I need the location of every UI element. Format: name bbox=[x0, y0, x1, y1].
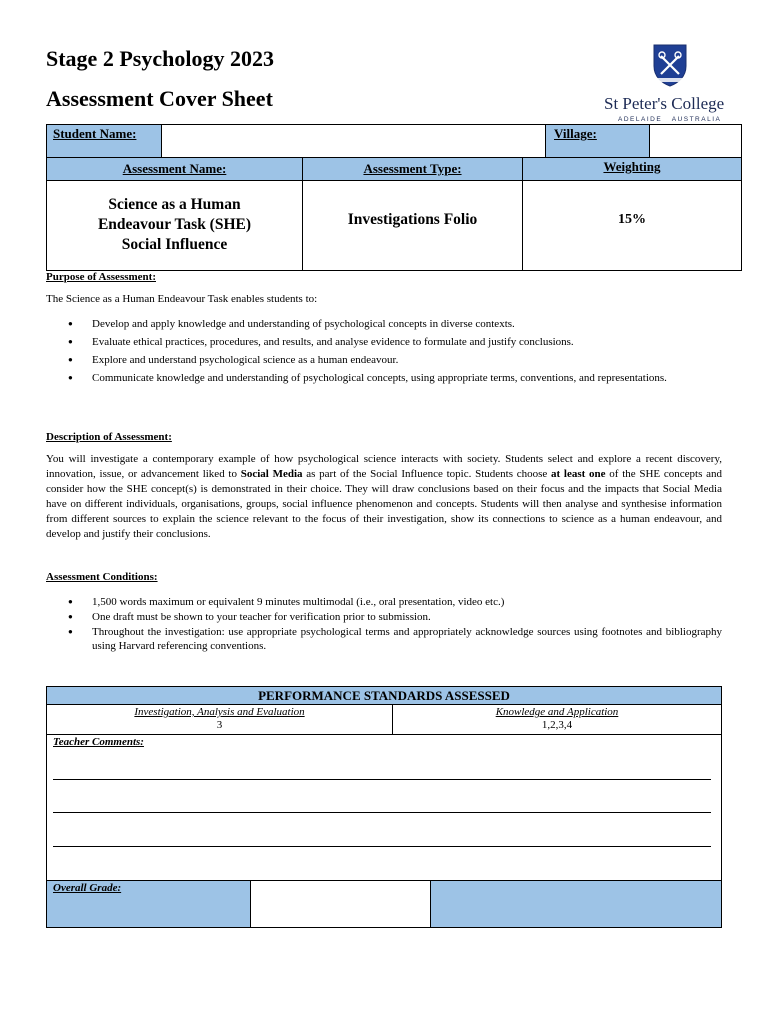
list-item: ● Develop and apply knowledge and understanding of psychological concepts in diverse contexts. bbox=[46, 317, 722, 331]
assessment-type-cell bbox=[302, 180, 523, 271]
teacher-comments-label: Teacher Comments: bbox=[53, 736, 144, 748]
purpose-intro: The Science as a Human Endeavour Task enables students to: bbox=[46, 293, 318, 305]
weighting-header bbox=[522, 157, 742, 181]
conditions-section bbox=[46, 571, 722, 657]
student-name-label: Student Name: bbox=[53, 126, 137, 141]
logo-name: St Peter's College bbox=[604, 94, 725, 113]
performance-col1-header: Investigation, Analysis and Evaluation bbox=[134, 706, 305, 718]
performance-col1 bbox=[46, 704, 393, 735]
list-item: ● Explore and understand psychological science as a human endeavour. bbox=[46, 353, 722, 367]
weighting-value: 15% bbox=[618, 212, 646, 227]
purpose-list bbox=[46, 317, 722, 385]
assessment-name-header-text: Assessment Name: bbox=[122, 161, 227, 176]
description-text: You will investigate a contemporary example of how psychological science interacts with society. Students select and explore a recent discovery, innovation, issue, or advancement liked to bbox=[46, 453, 722, 480]
assessment-name-cell bbox=[46, 180, 303, 271]
assessment-name-line3: Social Influence bbox=[121, 236, 228, 253]
teacher-comments-box[interactable] bbox=[46, 734, 722, 881]
village-label-cell bbox=[545, 124, 650, 158]
performance-col1-value: 3 bbox=[216, 719, 223, 731]
overall-grade-label-cell bbox=[46, 880, 251, 928]
weighting-header-text: Weighting bbox=[603, 159, 661, 174]
purpose-section bbox=[46, 271, 722, 389]
village-label: Village: bbox=[554, 126, 597, 141]
assessment-type-header-text: Assessment Type: bbox=[363, 161, 462, 176]
list-item: ● Communicate knowledge and understanding of psychological concepts, using appropriate terms, conventions, and representations. bbox=[46, 371, 722, 385]
logo-subtitle: ADELAIDE AUSTRALIA bbox=[618, 116, 722, 123]
student-name-label-cell bbox=[46, 124, 162, 158]
list-item: ● 1,500 words maximum or equivalent 9 minutes multimodal (i.e., oral presentation, video etc.) bbox=[46, 595, 722, 609]
assessment-name-line1: Science as a Human bbox=[108, 196, 241, 213]
list-item: ● Evaluate ethical practices, procedures, and results, and analyse evidence to formulate and justify conclusions. bbox=[46, 335, 722, 349]
description-heading: Description of Assessment: bbox=[46, 431, 172, 443]
performance-title: PERFORMANCE STANDARDS ASSESSED bbox=[46, 686, 722, 705]
performance-col2-value: 1,2,3,4 bbox=[541, 719, 573, 731]
weighting-cell bbox=[522, 180, 742, 271]
assessment-type-header bbox=[302, 157, 523, 181]
description-section bbox=[46, 431, 722, 542]
cover-table bbox=[46, 124, 742, 271]
comment-line bbox=[53, 846, 711, 847]
page-subtitle: Assessment Cover Sheet bbox=[46, 86, 273, 111]
description-emphasis: at least one bbox=[551, 468, 606, 480]
performance-table bbox=[46, 686, 722, 928]
performance-col2-header: Knowledge and Application bbox=[495, 706, 619, 718]
crest-icon bbox=[651, 42, 689, 88]
overall-grade-field[interactable] bbox=[250, 880, 431, 928]
description-text: of the SHE concepts and consider how the SHE concept(s) is demonstrated in their choice. They will draw conclusions based on their focus and the impacts that Social Media have on different individuals, organisations, groups, social influence phenomenon and concepts. Students will then analyse and synthesise information from different sources to explain the science relevant to the focus of their investigation, show its connections to science as a human endeavour, and develop and justify their conclusions. bbox=[46, 468, 722, 540]
comment-line bbox=[53, 779, 711, 780]
list-item: ● One draft must be shown to your teacher for verification prior to submission. bbox=[46, 610, 722, 624]
description-text: as part of the Social Influence topic. Students choose bbox=[302, 468, 552, 480]
purpose-heading: Purpose of Assessment: bbox=[46, 271, 156, 283]
assessment-type-value: Investigations Folio bbox=[347, 211, 478, 228]
overall-grade-label: Overall Grade: bbox=[53, 882, 122, 894]
conditions-list bbox=[46, 595, 722, 653]
college-logo bbox=[600, 42, 740, 126]
list-item: ● Throughout the investigation: use appropriate psychological terms and appropriately acknowledge sources using footnotes and bibliography using Harvard referencing conventions. bbox=[46, 625, 722, 653]
performance-col2 bbox=[392, 704, 722, 735]
assessment-name-line2: Endeavour Task (SHE) bbox=[97, 216, 252, 233]
overall-grade-extra-cell bbox=[430, 880, 722, 928]
assessment-name-header bbox=[46, 157, 303, 181]
student-name-field[interactable] bbox=[161, 124, 546, 158]
comment-line bbox=[53, 812, 711, 813]
village-field[interactable] bbox=[649, 124, 742, 158]
description-paragraph bbox=[46, 452, 722, 542]
page-title: Stage 2 Psychology 2023 bbox=[46, 46, 274, 71]
description-emphasis: Social Media bbox=[240, 468, 303, 480]
conditions-heading: Assessment Conditions: bbox=[46, 571, 158, 583]
